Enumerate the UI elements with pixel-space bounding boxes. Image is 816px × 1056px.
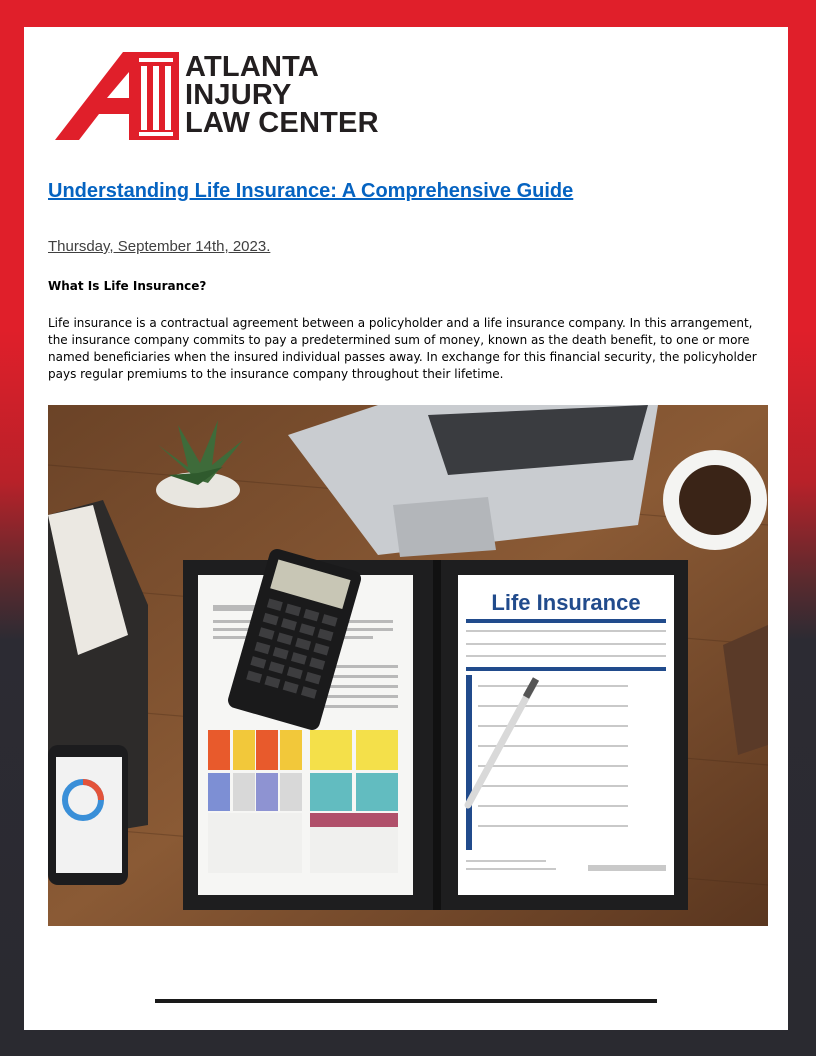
company-logo <box>55 50 395 144</box>
photo-illustration <box>48 405 768 926</box>
footer-divider <box>155 999 657 1003</box>
article-title-link[interactable]: Understanding Life Insurance: A Comprehensive Guide <box>48 180 574 202</box>
article-photo <box>48 405 768 926</box>
logo-line-1: ATLANTA <box>185 51 320 83</box>
logo-line-3: LAW CENTER <box>185 107 379 139</box>
article-date: Thursday, September 14th, 2023. <box>48 238 271 255</box>
document-page <box>24 27 788 1030</box>
coffee-cup-icon <box>663 450 767 550</box>
body-paragraph: Life insurance is a contractual agreement between a policyholder and a life insurance company. In this arrangement, the insurance company commits to pay a predetermined sum of money, known as the death benefit, to one or more named beneficiaries when the insured individual passes away. In exchange for this financial security, the policyholder pays regular premiums to the insurance company throughout their lifetime. <box>48 316 757 381</box>
logo-mark-icon <box>55 50 180 144</box>
logo-line-2: INJURY <box>185 79 292 111</box>
smartphone-icon <box>48 745 128 885</box>
section-heading: What Is Life Insurance? <box>48 279 207 293</box>
form-title: Life Insurance <box>491 590 641 615</box>
logo-wordmark <box>185 53 379 137</box>
